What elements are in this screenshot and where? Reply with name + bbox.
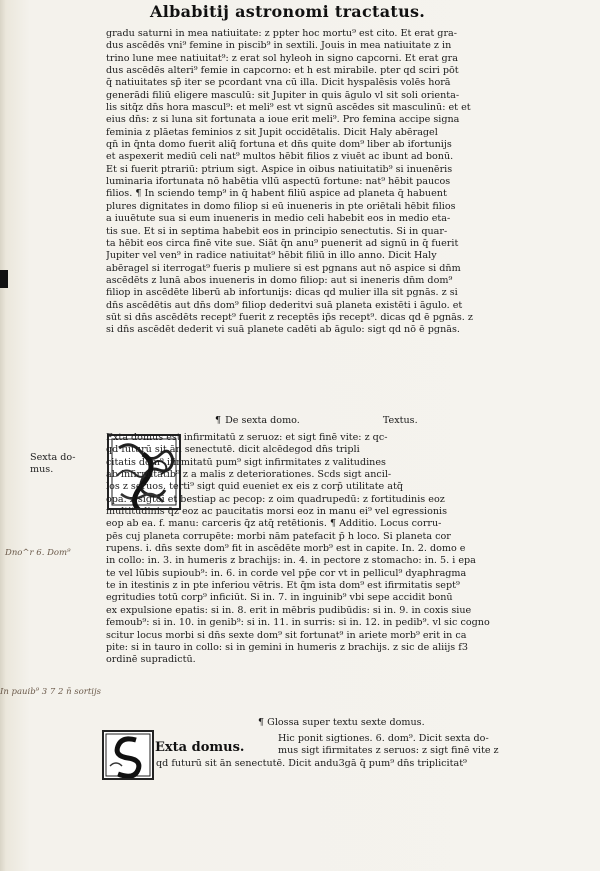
initial-s-small-icon [104, 732, 152, 778]
text-line: scitur locus morbi si dn̄s sexte dom⁹ sit fortunat⁹ in ariete morb⁹ erit in ca [106, 629, 467, 641]
text-line: dus ascēdēs vni⁹ femine in piscib⁹ in sextili. Jouis in mea natiuitate z in [106, 40, 452, 52]
decorated-initial-s-small [102, 730, 154, 780]
sixth-house-text-block [106, 432, 566, 667]
text-line: ex expulsione epatis: si in. 8. erit in mēbris pudibūdis: si in. 9. in coxis siue [106, 604, 472, 616]
text-line: Jupiter vel ven⁹ in radice natiuitat⁹ hēbit filiū in illo anno. Dicit Haly [106, 250, 437, 262]
text-line: q̄ natiuitates sp̄ iter se pcordant vna cū illa. Dicit hyspalēsis volēs horā [106, 77, 451, 89]
text-line: dn̄s ascēdētis aut dn̄s dom⁹ filiop dederitvi suā planeta existēti i āgulo. et [106, 299, 463, 311]
text-line: te vel lūbis supioub⁹: in. 6. in corde vel pp̄e cor vt in pellicul⁹ dyaphragma [106, 567, 467, 579]
text-line: ta hēbit eos circa finē vite sue. Siāt q̄n anu⁹ puenerit ad signū in q̄ fuerit [106, 237, 459, 249]
text-line: filios. ¶ In sciendo temp⁹ in q̄ habent filiū aspice ad planeta q̄ habuent [106, 188, 447, 200]
text-line: gradu saturni in mea natiuitate: z ppter hoc mortu⁹ est cito. Et erat gra- [106, 28, 457, 39]
text-line: eop ab ea. f. manu: carceris q̄z atq̄ retētionis. ¶ Additio. Locus corru- [106, 518, 442, 530]
text-line: in collo: in. 3. in humeris z brachijs: in. 4. in pectore z stomacho: in. 5. i epa [106, 555, 476, 567]
gloss-heading: ¶ Glossa super textu sexte domus. [258, 717, 425, 728]
text-line: tis sue. Et si in septima habebit eos in principio senectutis. Si in quar- [106, 225, 448, 237]
gloss-text-continuation [156, 758, 566, 770]
text-line: opa. z sigtoi et bestiap ac pecop: z oim quadrupedū: z fortitudinis eoz [106, 493, 445, 505]
text-line: a iuuētute sua si eum inueneris in medio celi habebit eos in medio eta- [106, 213, 451, 225]
text-line: dus ascēdēs alteri⁹ femie in capcorno: et h̄ est mirabile. pter qd̄ sciri pōt [106, 65, 459, 77]
text-line: ascēdēts z lunā abos inueneris in domo filiop: aut si ineneris dn̄m dom⁹ [106, 274, 453, 286]
text-line: trino lune mee natiuitat⁹: z erat sol hyleoh in signo capcorni. Et erat gra [106, 52, 458, 64]
text-line: plures dignitates in domo filiop si eū inueneris in pte oriētali hēbit filios [106, 200, 456, 212]
page-tab-marker [0, 270, 8, 288]
textus-label: Textus. [382, 415, 418, 426]
text-line: abēragel si iterrogat⁹ fueris p muliere si est pgnans aut nō aspice si dn̄m [106, 262, 461, 274]
text-line: generādi filiū eligere masculū: sit Jupiter in quis āgulo vl̄ sit soli orienta- [106, 89, 460, 101]
text-line: qd̄ futurū sit ān senectutē. dicit alcēdegod dn̄s tripli [106, 444, 360, 456]
text-line: mus sigt ifirmitates z seruos: z sigt finē vite z [278, 745, 499, 757]
running-header: Albabitij astronomi tractatus. [150, 2, 426, 21]
section-heading-text: De sexta domo. [225, 415, 300, 426]
handwritten-note-1: Dno^r 6. Dom⁹ [5, 548, 71, 558]
main-text-block [106, 28, 566, 337]
text-line: lis sitq̄z dn̄s hora mascul⁹: et meli⁹ est vt signū ascēdes sit masculinū: et et [106, 102, 471, 114]
text-line: rupens. i. dn̄s sexte dom⁹ fit in ascēdēte morb⁹ est in capite. In. 2. domo e [106, 543, 466, 555]
text-line: qn̄ in q̄nta domo fuerit aliq̄ fortuna et dn̄s quite dom⁹ liber ab ifortunijs [106, 139, 452, 151]
text-line: si dn̄s ascēdēt dederit vi suā planete cadēti ab āgulo: sigt qd̄ nō ē pgnās. [106, 324, 460, 336]
text-line: sūt si dn̄s ascēdēts recept⁹ fuerit z receptēs ip̄s recept⁹. dicas qd̄ ē pgnās. z [106, 311, 473, 323]
text-line: pite: si in tauro in collo: si in gemini in humeris z brachijs. z sic de aliijs f3 [106, 641, 468, 653]
text-line: et aspexerit mediū celi nat⁹ multos hēbit filios z viuēt ac ibunt ad bonū. [106, 151, 454, 163]
text-line: Exta domus est infirmitatū z seruoz: et sigt finē vite: z qc- [106, 432, 388, 443]
section-heading [215, 415, 455, 427]
text-line: egritudies totū corp⁹ inficiūt. Si in. 7. in inguinib⁹ vbi sepe accidit bonū [106, 592, 453, 604]
gloss-text-block [278, 733, 566, 758]
handwritten-note-2: In pauib⁹ 3 7 2 n̄ sortijs [0, 687, 101, 697]
text-line: Hic ponit sigtiones. 6. dom⁹. Dicit sexta do- [278, 733, 489, 744]
sexta-domus-title: Exta domus. [155, 740, 245, 755]
text-line: te in itestinis z in pte inferiou vētris. Et q̄m ista dom⁹ est ifirmitatis sept⁹ [106, 580, 460, 592]
text-line: ab infirmitatib⁹ z a malis z deteriorationes. Scds sigt ancil- [106, 469, 392, 481]
text-line: qd̄ futurū sit ān senectutē. Dicit andu3gā q̄ pum⁹ dn̄s triplicitat⁹ [156, 758, 467, 769]
text-line: pēs cuj planeta corrupēte: morbi nām patefacit p̄ h̄ loco. Si planeta cor [106, 530, 451, 542]
text-line: femoub⁹: si in. 10. in genib⁹: si in. 11. in surris: si in. 12. in pedib⁹. vl̄ sic cogno [106, 617, 490, 629]
pilcrow-mark: ¶ [215, 415, 222, 426]
text-line: Et si fuerit ptrariū: ptrium sigt. Aspice in oibus natiuitatib⁹ si inuenēris [106, 163, 453, 175]
text-line: ordinē supradictū. [106, 654, 196, 666]
text-line: citatis dom⁹ ifirmitatū pum⁹ sigt infirmitates z valitudines [106, 456, 386, 468]
text-line: filiop in ascēdēte liberū ab infortunijs: dicas qd̄ mulier illa sit pgnās. z si [106, 287, 458, 299]
text-line: eius dn̄s: z si luna sit fortunata a ioue erit meli⁹. Pro femina accipe signa [106, 114, 460, 126]
margin-note: Sexta do- mus. [30, 452, 76, 475]
text-line: multitudinis q̄z eoz ac paucitatis morsi eoz in manu ei⁹ vel egressionis [106, 506, 448, 518]
text-line: luminaria ifortunata nō habētia vllū aspectū fortune: nat⁹ hēbit paucos [106, 176, 451, 188]
text-line: los z seruos. terti⁹ sigt quid eueniet ex eis z corp̄ utilitate atq̄ [106, 481, 404, 493]
text-line: feminia z plāetas feminios z sit Jupit occidētalis. Dicit Haly abēragel [106, 126, 438, 138]
